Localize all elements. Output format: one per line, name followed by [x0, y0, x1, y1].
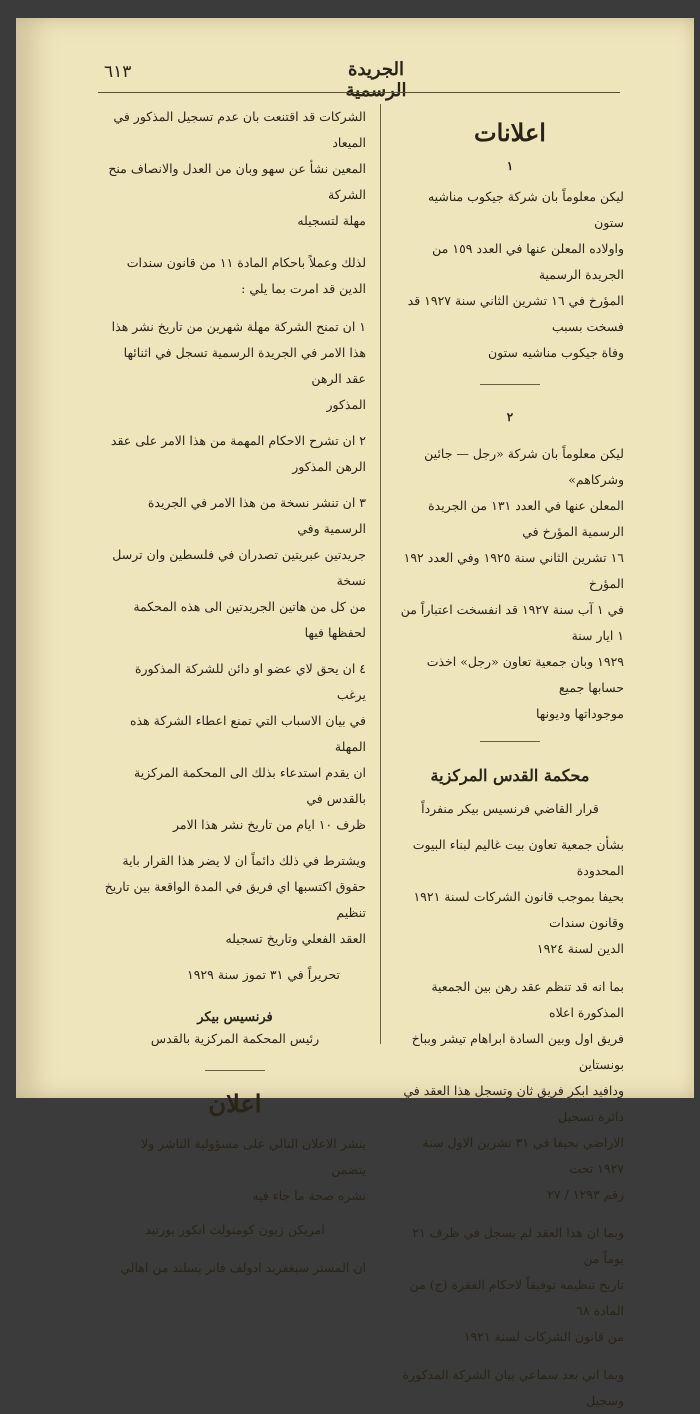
court-subheading: قرار القاضي فرنسيس بيكر منفرداً: [421, 801, 599, 816]
order-item-line: المذكور: [326, 397, 366, 412]
body-line: الدين قد امرت بما يلي :: [241, 281, 366, 296]
body-line: المعين نشأ عن سهو وبان من العدل والانصاف منح الشركة: [108, 161, 366, 202]
court-line: الاراضي بحيفا في ٣١ تشرين الاول سنة ١٩٢٧ تحت: [422, 1135, 624, 1176]
body-line: مهلة لتسجيله: [297, 213, 366, 228]
order-item-line: من كل من هاتين الجريدتين الى هذه المحكمة لحفظها فيها: [133, 599, 366, 640]
court-line: رقم ١٢٩٣ / ٢٧: [547, 1187, 624, 1202]
left-column: [104, 104, 366, 1281]
column-divider: [380, 104, 381, 1044]
document-page: [16, 18, 694, 1408]
separator: [480, 741, 540, 742]
body-line: لذلك وعملاً باحكام المادة ١١ من قانون سندات: [126, 255, 366, 270]
notice-line: المعلن عنها في العدد ١٣١ من الجريدة الرسمية المؤرخ في: [428, 498, 624, 539]
notice-line: في ١ آب سنة ١٩٢٧ قد انفسخت اعتباراً من ١ ايار سنة: [400, 602, 624, 643]
court-line: من قانون الشركات لسنة ١٩٢١: [463, 1329, 624, 1344]
notice-line: ليكن معلوماً بان شركة جيكوب مناشيه ستون: [427, 189, 624, 230]
court-line: بحيفا بموجب قانون الشركات لسنة ١٩٢١ وقانون سندات: [413, 889, 624, 930]
order-item-line: ان يقدم استدعاء بذلك الى المحكمة المركزية بالقدس في: [134, 765, 366, 806]
court-line: تاريخ تنظيمه توفيقاً لاحكام الفقرة (ج) من المادة ٦٨: [409, 1277, 624, 1318]
court-heading: محكمة القدس المركزية: [430, 766, 590, 785]
date-line: تحريراً في ٣١ تموز سنة ١٩٢٩: [186, 967, 340, 982]
company-name: امريكن زيون كومنولث انكور بورتيد: [145, 1222, 325, 1237]
separator: [480, 384, 540, 385]
body-line: العقد الفعلي وتاريخ تسجيله: [225, 931, 366, 946]
signature-name: فرنسيس بيكر: [197, 1010, 273, 1025]
page-number: ٦١٣: [104, 62, 132, 82]
court-line: وبما ان هذا العقد لم يسجل في ظرف ٢١ يوماً من: [412, 1225, 624, 1266]
body-line: ويشترط في ذلك دائماً ان لا يضر هذا القرار باية: [122, 853, 366, 868]
announcement-line: نشره صحة ما جاء فيه: [252, 1188, 366, 1203]
announcement-line: ان المستر سيغفريد ادولف فانر يسلند من اهالي: [120, 1260, 366, 1275]
court-line: وبما اني بعد سماعي بيان الشركة المذكورة وسجيل: [402, 1367, 624, 1408]
notice-number: ١: [506, 159, 514, 173]
court-line: فريق اول وبين السادة ابراهام تيشر وبباخ بونستاين: [411, 1031, 624, 1072]
order-item-line: ٣ ان تنشر نسخة من هذا الامر في الجريدة الرسمية وفي: [147, 495, 366, 536]
order-item-line: ٢ ان تشرح الاحكام المهمة من هذا الامر على عقد: [110, 433, 366, 448]
notice-line: وفاة جيكوب مناشيه ستون: [487, 345, 624, 360]
body-line: الشركات قد اقتنعت بان عدم تسجيل المذكور في الميعاد: [113, 109, 366, 150]
announcement-heading: اعلان: [208, 1089, 262, 1118]
signature-title: رئيس المحكمة المركزية بالقدس: [150, 1031, 320, 1046]
order-item-line: ٤ ان يحق لاي عضو او دائن للشركة المذكورة يرغب: [134, 661, 366, 702]
notice-line: ١٩٢٩ وبان جمعية تعاون «رجل» اخذت حسابها جميع: [426, 654, 624, 695]
order-item-line: في بيان الاسباب التي تمنع اعطاء الشركة هذه المهلة: [129, 713, 366, 754]
notice-line: موجوداتها وديونها: [536, 706, 624, 721]
order-item-line: جريدتين عبريتين تصدران في فلسطين وان ترسل نسخة: [112, 547, 366, 588]
announcements-heading: اعلانات: [474, 118, 546, 147]
notice-line: المؤرخ في ١٦ تشرين الثاني سنة ١٩٢٧ قد فسخت بسبب: [407, 293, 624, 334]
notice-line: ١٦ تشرين الثاني سنة ١٩٢٥ وفي العدد ١٩٢ المؤرخ: [403, 550, 624, 591]
notice-line: واولاده المعلن عنها في العدد ١٥٩ من الجريدة الرسمية: [432, 241, 624, 282]
court-line: بشأن جمعية تعاون بيت غاليم لبناء البيوت المحدودة: [412, 837, 624, 878]
court-line: الدين لسنة ١٩٢٤: [536, 941, 624, 956]
notice-number: ٢: [506, 410, 514, 424]
announcement-line: ينشر الاعلان التالي على مسؤولية الناشر ولا يتضمن: [141, 1136, 366, 1177]
order-item-line: الرهن المذكور: [292, 459, 366, 474]
court-line: بما انه قد تنظم عقد رهن بين الجمعية المذكورة اعلاه: [431, 979, 624, 1020]
order-item-line: هذا الامر في الجريدة الرسمية تسجل في اثنائها عقد الرهن: [123, 345, 366, 386]
right-column: [396, 116, 624, 1414]
separator: [205, 1070, 265, 1071]
header-rule: [98, 92, 620, 93]
court-line: ودافيد ابكر فريق ثان وتسجل هذا العقد في دائرة تسجيل: [403, 1083, 624, 1124]
notice-line: ليكن معلوماً بان شركة «رجل — جائين وشركاهم»: [424, 446, 624, 487]
body-line: حقوق اكتسبها اي فريق في المدة الواقعة بين تاريخ تنظيم: [104, 879, 366, 920]
order-item-line: ١ ان تمنح الشركة مهلة شهرين من تاريخ نشر هذا: [111, 319, 366, 334]
order-item-line: ظرف ١٠ ايام من تاريخ نشر هذا الامر: [173, 817, 366, 832]
page-title: الجريدة الرسمية: [345, 59, 407, 101]
